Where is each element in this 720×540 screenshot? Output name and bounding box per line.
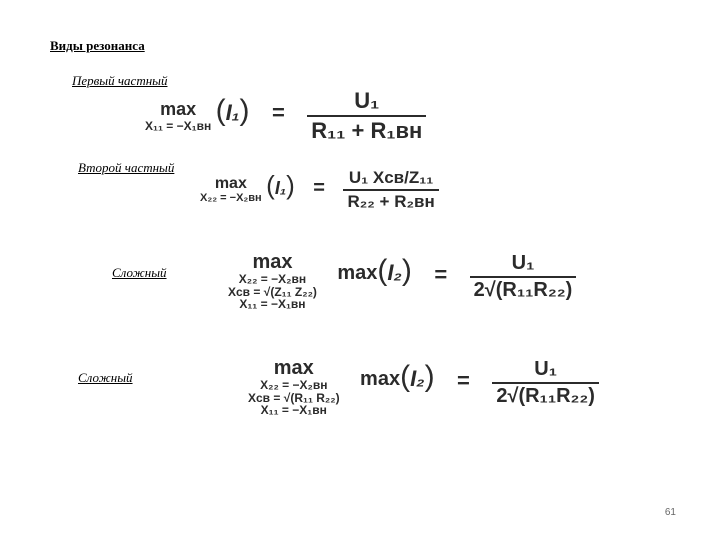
max-condition-block <box>248 358 340 417</box>
condition: X₁₁ = −X₁вн <box>260 403 327 418</box>
formula-first-partial: max X₁₁ = −X₁вн (I₁) = $\frac{\text{U₁}}{\text{R₁₁ + R₁вн}}$ <box>145 88 426 144</box>
slide-title: Виды резонанса <box>50 38 145 53</box>
denominator: R₂₂ + R₂вн <box>347 192 435 211</box>
equals-sign: = <box>434 262 448 287</box>
formula-complex-2: max X₂₂ = −X₂вн Xсв = √(R₁₁ R₂₂) X₁₁ = −X₁вн max(I₂) = $\frac{\text{U₁}}{\text{2√(R₁₁R₂₂)}}$ <box>248 358 599 417</box>
denominator: 2√(R₁₁R₂₂) <box>496 385 595 407</box>
equals-sign: = <box>313 177 325 200</box>
numerator: U₁ <box>511 252 535 274</box>
condition: X₂₂ = −X₂вн <box>200 191 262 204</box>
condition: Xсв = √(R₁₁ R₂₂) <box>248 390 340 405</box>
section-label-complex-1: Сложный <box>112 265 167 280</box>
section-label-complex-2: Сложный <box>78 370 133 385</box>
current-variable: I₂ <box>410 366 425 391</box>
equals-sign: = <box>271 100 285 126</box>
equals-sign: = <box>457 368 470 393</box>
fraction <box>343 168 438 212</box>
max-word: max <box>337 262 378 284</box>
condition: X₂₂ = −X₂вн <box>260 378 328 392</box>
condition: X₂₂ = −X₂вн <box>238 272 307 286</box>
current-variable: I₁ <box>225 100 240 126</box>
max-operator: max <box>273 357 314 379</box>
current-variable: I₂ <box>387 260 402 285</box>
max-word: max <box>360 368 401 390</box>
numerator: U₁ <box>534 358 558 380</box>
numerator: U₁ Xсв/Z₁₁ <box>348 168 434 187</box>
section-label-second-partial: Второй частный <box>78 160 175 175</box>
current-variable: I₁ <box>274 178 287 199</box>
fraction <box>492 358 599 408</box>
formula-complex-1: max X₂₂ = −X₂вн Xсв = √(Z₁₁ Z₂₂) X₁₁ = −X₁вн max(I₂) = $\frac{\text{U₁}}{\text{2√(R₁₁R₂₂)}}$ <box>228 252 576 311</box>
max-condition-block <box>200 176 262 204</box>
condition: Xсв = √(Z₁₁ Z₂₂) <box>228 284 317 299</box>
fraction <box>470 252 577 302</box>
max-operator: max <box>252 251 293 273</box>
numerator: U₁ <box>354 88 380 113</box>
fraction <box>307 88 426 144</box>
section-label-first-partial: Первый частный <box>72 73 168 88</box>
max-condition-block <box>228 252 317 311</box>
page-number: 61 <box>664 507 676 518</box>
condition: X₁₁ = −X₁вн <box>145 118 212 133</box>
max-operator: max <box>214 174 247 192</box>
max-condition-block <box>145 100 211 132</box>
condition: X₁₁ = −X₁вн <box>239 297 306 312</box>
max-operator: max <box>160 98 197 119</box>
formula-second-partial: max X₂₂ = −X₂вн (I₁) = $\frac{\text{U₁ Xсв/Z₁₁}}{\text{R₂₂ + R₂вн}}$ <box>200 168 439 212</box>
denominator: R₁₁ + R₁вн <box>311 118 423 143</box>
denominator: 2√(R₁₁R₂₂) <box>473 279 573 301</box>
